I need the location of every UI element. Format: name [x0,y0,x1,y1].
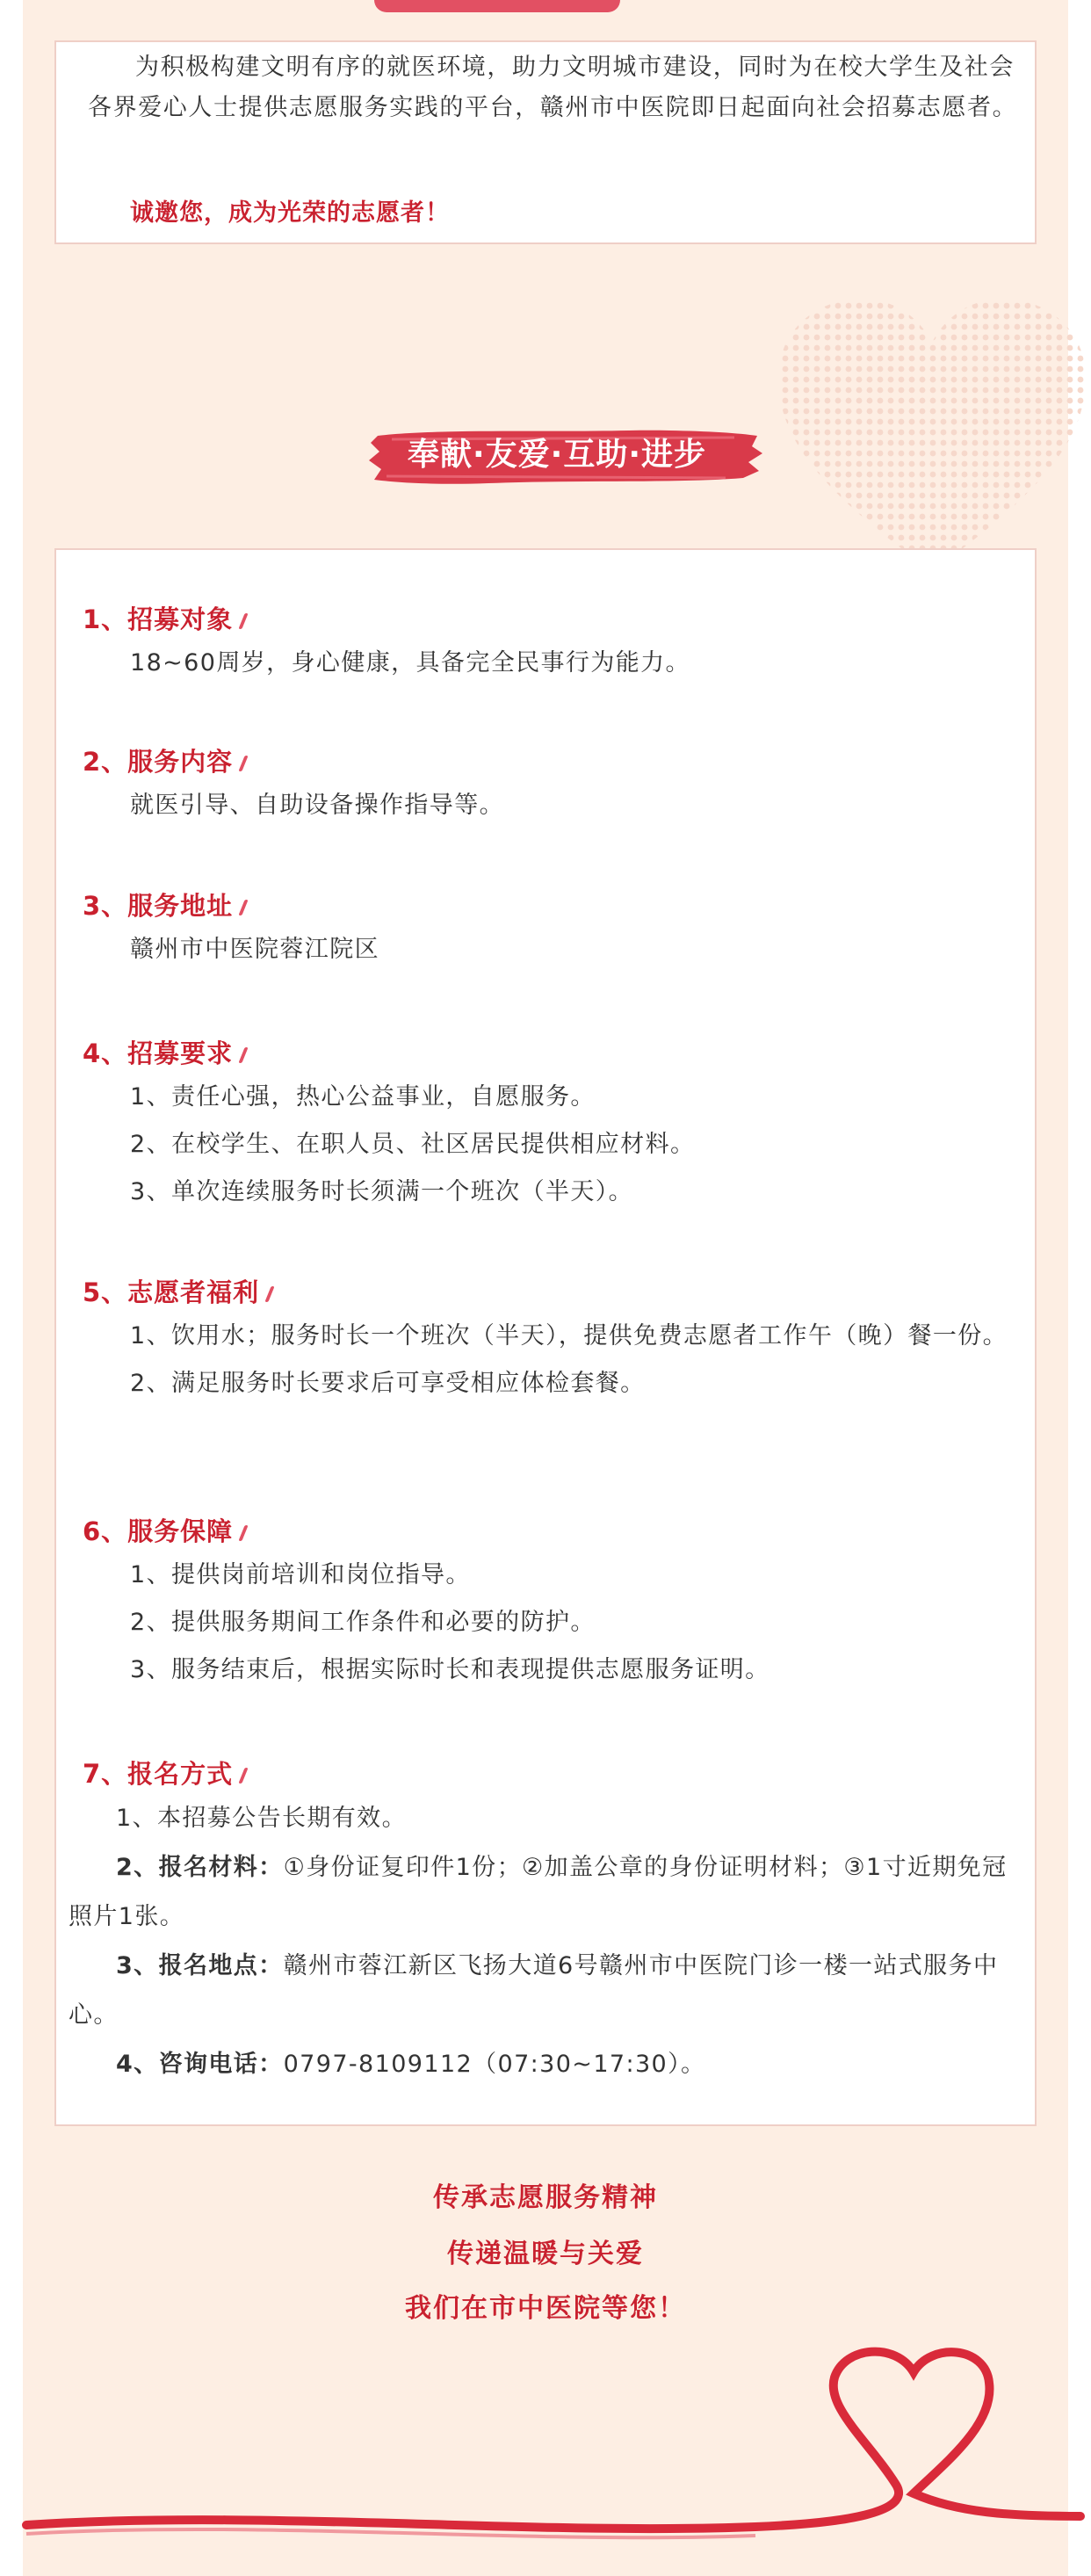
closing-line-1: 传承志愿服务精神 [433,2182,658,2213]
section-title: 1、招募对象 [83,599,1066,640]
heart-dot-pattern-icon [769,290,1091,580]
section-line: 赣州市中医院蓉江院区 [130,936,379,963]
section-line: 18~60周岁，身心健康，具备完全民事行为能力。 [130,649,690,677]
intro-card [54,40,1037,244]
section-title: 7、报名方式 [69,1754,1017,1794]
section-line: 1、本招募公告长期有效。 [116,1805,407,1832]
slogan-banner [365,427,769,488]
section-line: 1、提供岗前培训和岗位指导。 [130,1561,471,1588]
section-line: 3、单次连续服务时长须满一个班次（半天）。 [130,1178,634,1205]
section-line: 2、在校学生、在职人员、社区居民提供相应材料。 [130,1131,696,1158]
spark-icon [239,613,249,629]
section-recruit-target [83,599,1066,687]
section-line: 2、满足服务时长要求后可享受相应体检套餐。 [130,1370,646,1397]
signup-phone-text: 0797-8109112（07:30~17:30）。 [283,2051,706,2078]
spark-icon [265,1286,275,1302]
closing-line-3: 我们在市中医院等您！ [405,2293,686,2324]
section-line: 3、服务结束后，根据实际时长和表现提供志愿服务证明。 [130,1656,770,1683]
section-line: 1、责任心强，热心公益事业，自愿服务。 [130,1083,596,1111]
signup-phone-label: 4、咨询电话： [116,2051,284,2078]
section-volunteer-benefits [83,1272,1066,1407]
main-content-card [54,548,1037,2126]
intro-paragraph: 为积极构建文明有序的就医环境，助力文明城市建设，同时为在校大学生及社会各界爱心人士提供志愿服务实践的平台，赣州市中医院即日起面向社会招募志愿者。 [88,54,1018,121]
section-title: 3、服务地址 [83,886,1066,926]
section-line: 1、饮用水；服务时长一个班次（半天），提供免费志愿者工作午（晚）餐一份。 [130,1322,1008,1350]
heart-ribbon-icon [0,2337,1091,2576]
spark-icon [239,900,249,915]
section-service-content [83,742,1066,829]
signup-phone [69,2040,1017,2089]
section-service-address [83,886,1066,973]
top-ribbon-decoration [374,0,620,12]
section-signup-method [69,1754,1017,2089]
spark-icon [239,1525,249,1541]
section-title: 4、招募要求 [83,1033,1066,1074]
signup-materials [69,1843,1017,1942]
signup-location [69,1942,1017,2040]
spark-icon [239,1047,249,1063]
section-line: 就医引导、自助设备操作指导等。 [130,792,504,819]
closing-line-2: 传递温暖与关爱 [447,2239,644,2269]
spark-icon [239,1768,249,1784]
section-title: 6、服务保障 [83,1511,1066,1552]
spark-icon [239,756,249,771]
intro-invite: 诚邀您，成为光荣的志愿者！ [130,199,450,227]
section-recruit-requirements [83,1033,1066,1216]
signup-location-text: 赣州市蓉江新区飞扬大道6号赣州市中医院门诊一楼一站式服务中心。 [69,1952,999,2029]
signup-location-label: 3、报名地点： [116,1952,284,1979]
slogan-text: 奉献·友爱·互助·进步 [407,437,707,473]
section-title: 2、服务内容 [83,742,1066,782]
section-line: 2、提供服务期间工作条件和必要的防护。 [130,1609,596,1636]
section-title: 5、志愿者福利 [83,1272,1066,1313]
signup-materials-text: ①身份证复印件1份；②加盖公章的身份证明材料；③1寸近期免冠照片1张。 [69,1854,1008,1930]
signup-materials-label: 2、报名材料： [116,1854,284,1881]
section-service-guarantee [83,1511,1066,1694]
